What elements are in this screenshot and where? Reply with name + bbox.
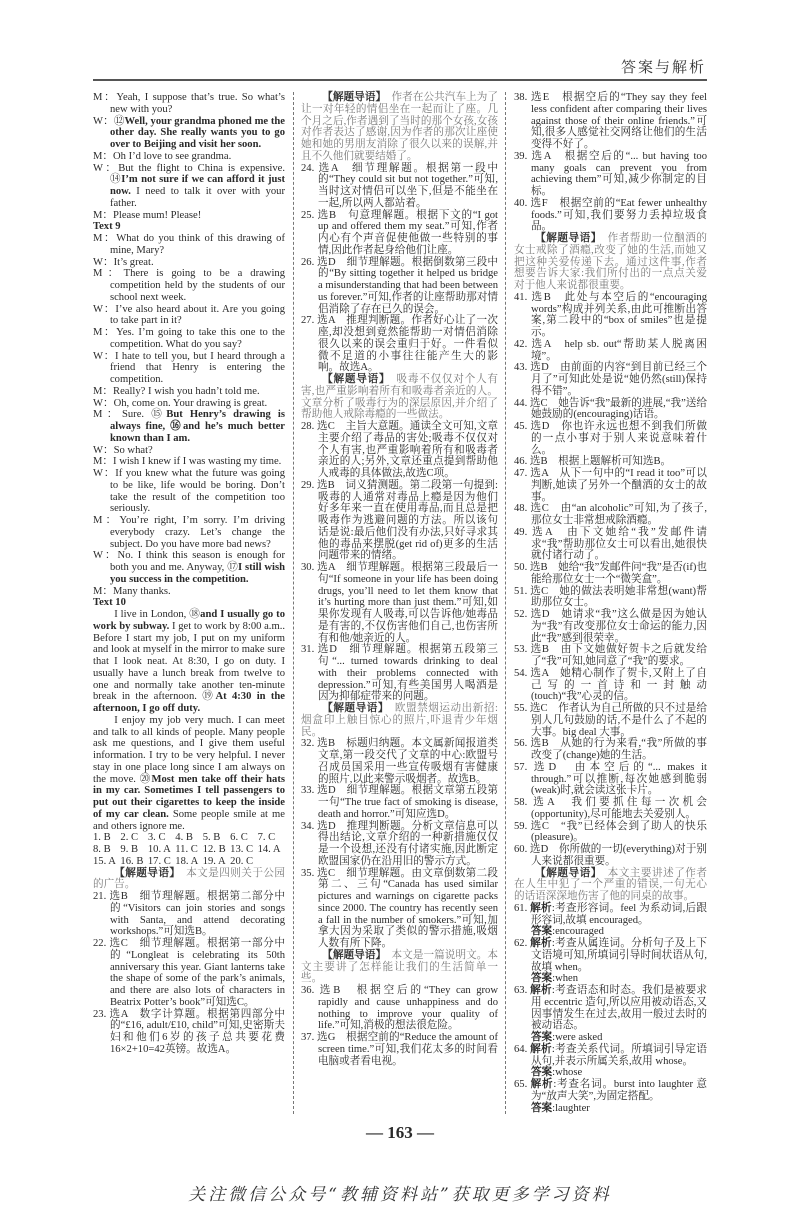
answer-key-item: 11. C <box>175 844 198 855</box>
dialogue-line <box>93 445 285 457</box>
text-span: 49. 选A 由下文她给“我”发邮件请求“我”帮助那位女士可以看出,她很快就付诸行动了。 <box>514 526 707 562</box>
text-span: W：I’ve also heard about it. Are you going to take part in it? <box>93 303 285 327</box>
text-span: 43. 选D 由前面的内容“到目前已经三个月了”可知此处是说“她仍然(still)保持得不错”。 <box>514 362 707 397</box>
text-span: 59. 选C “我”已经体会到了助人的快乐(pleasure)。 <box>514 820 707 844</box>
answer-explanation <box>301 257 498 316</box>
answer-explanation <box>514 797 707 821</box>
dialogue-line <box>93 268 285 303</box>
text-span: 36. 选B 根据空后的“They can grow rapidly and cause unhappiness and do nothing to improve your quality of life.”可知,消极的想法很危险。 <box>301 985 498 1032</box>
answer-explanation <box>514 844 707 868</box>
text-span: M：Sure. ⑮ <box>93 409 167 421</box>
column-right <box>505 92 707 1114</box>
text-span: 65. <box>514 1079 531 1090</box>
answer-explanation <box>514 362 707 397</box>
bold-text: 【解题导语】 <box>322 703 384 714</box>
text-span: 51. 选C 她的做法表明她非常想(want)帮助那位女士。 <box>514 585 707 609</box>
text-span: W：⑫ <box>93 115 125 127</box>
text-span: M：Please mum! Please! <box>93 209 202 221</box>
text-span: 53. 选B 由下文她做好贺卡之后就发给了“我”可知,她同意了“我”的要求。 <box>514 644 707 667</box>
text-span: 47. 选A 从下一句中的“I read it too”可以判断,她读了另外一个酗酒的女士的故事。 <box>514 468 707 503</box>
column-left <box>93 92 293 1114</box>
dialogue-line <box>93 233 285 257</box>
answer-explanation <box>514 468 707 503</box>
dialogue-line <box>93 398 285 410</box>
text-span: :考查从属连词。分析句子及上下文语境可知,所填词引导时间状语从句,故填 when。 <box>530 938 708 973</box>
text-span: 45. 选D 你也许永远也想不到我们所做的一点小事对于别人来说意味着什么。 <box>514 421 707 456</box>
dialogue-line <box>93 586 285 598</box>
text-span: 56. 选B 从她的行为来看,“我”所做的事改变了(change)她的生活。 <box>514 738 707 761</box>
answer-key-item: 6. C <box>230 832 248 844</box>
answer-explanation <box>301 480 498 562</box>
answer-key-item: 16. B <box>120 855 144 867</box>
guide-note <box>93 868 285 892</box>
answer-explanation <box>514 985 707 1032</box>
text-span: :laughter <box>552 1102 590 1114</box>
text-span: :were asked <box>552 1032 603 1043</box>
answer-explanation <box>514 151 707 198</box>
text-span: 44. 选C 她告诉“我”最新的进展,“我”送给她鼓励的(encouraging)话语。 <box>514 397 707 421</box>
answer-explanation <box>514 527 707 562</box>
text-span: W：I hate to tell you, but I heard through a friend that Henry is entering the competition. <box>93 350 285 385</box>
section-heading <box>93 597 285 609</box>
bold-text: and I usually go to work by subway. <box>93 609 285 632</box>
answer-explanation <box>514 609 707 644</box>
dialogue-line <box>93 257 285 269</box>
bold-text: 解析 <box>530 985 552 996</box>
answer-explanation <box>514 92 707 151</box>
dialogue-line <box>93 550 285 585</box>
text-span: M：Yes. I’m going to take this one to the competition. What do you say? <box>93 327 285 350</box>
answer-explanation <box>514 821 707 845</box>
text-span: W：It’s great. <box>93 256 154 268</box>
text-span: W：If you knew what the future was going to be like, life would be boring. Don’t take the result of the competition too seriously. <box>93 468 285 515</box>
text-span: 22. 选C 细节理解题。根据第一部分中的“Longleat is celebrating its 50th anniversary this year. Giant lanterns take the shape of some of the park’s animals, and there are also lots of characters in Beatrix Potter’s book”可知选C。 <box>93 938 285 1008</box>
text-span: 25. 选B 句意理解题。根据下文的“I got up and offered them my seat.”可知,作者内心有个声音促使他做一些特别的事情,因此作者起身给他们让座。 <box>301 209 498 256</box>
text-span: Text 9 <box>93 221 121 233</box>
answer-key <box>514 1032 707 1044</box>
answer-explanation <box>93 891 285 938</box>
answer-key-grid <box>93 832 285 867</box>
answer-explanation <box>514 562 707 586</box>
page-number: — 163 — <box>366 1123 434 1143</box>
text-span: W：So what? <box>93 444 153 456</box>
text-span: 欧盟禁烟运动出新招:烟盒印上触目惊心的照片,吓退青少年烟民。 <box>301 703 498 738</box>
text-span: :考查形容词。feel 为系动词,后跟形容词,故填 encouraged。 <box>530 902 708 926</box>
columns <box>93 92 707 1114</box>
text-span: 63. <box>514 985 531 996</box>
answer-key-item: 9. B <box>120 844 139 855</box>
answer-key-item: 15. A <box>93 855 116 867</box>
text-span: I need to talk it over with your father. <box>109 186 285 209</box>
answer-explanation <box>514 339 707 363</box>
dialogue-line <box>93 163 285 210</box>
guide-note <box>301 92 498 163</box>
answer-explanation <box>514 503 707 527</box>
answer-key <box>514 926 707 938</box>
text-span: 50. 选B 她给“我”发邮件问“我”是否(if)也能给那位女士一个“微笑盒”。 <box>514 562 708 585</box>
bold-text: I still wish you success in the competition. <box>109 562 285 585</box>
answer-explanation <box>514 703 707 738</box>
answer-explanation <box>514 421 707 456</box>
answer-key-item: 7. C <box>257 832 276 844</box>
bold-text: 解析 <box>530 1079 554 1090</box>
guide-note <box>514 868 707 903</box>
answer-key-item: 5. B <box>202 832 221 844</box>
text-span: M：What do you think of this drawing of mine, Mary? <box>93 233 285 256</box>
answer-key-item: 2. C <box>120 832 139 844</box>
answer-explanation <box>301 562 498 644</box>
bold-text: 【解题导语】 <box>535 867 597 879</box>
text-span: :考查名词。burst into laughter 意为“放声大笑”,为固定搭配。 <box>530 1079 708 1102</box>
bold-text: Most men take off their hats in my car. Sometimes I tell passengers to put out their cigarettes to keep the inside of my car clean. <box>93 773 285 820</box>
paragraph <box>93 715 285 833</box>
dialogue-line <box>93 386 285 398</box>
text-span: M：There is going to be a drawing competition held by the students of our school next week. <box>93 268 285 303</box>
answer-explanation <box>301 315 498 374</box>
answer-explanation <box>301 985 498 1032</box>
text-span: :when <box>552 973 579 985</box>
page-header <box>0 0 800 92</box>
answer-explanation <box>514 938 707 973</box>
footer-watermark: 关注微信公众号“教辅资料站”获取更多学习资料 <box>188 1185 612 1206</box>
answer-explanation <box>514 762 707 797</box>
dialogue-line <box>93 351 285 386</box>
answer-explanation <box>301 210 498 257</box>
answer-explanation <box>301 738 498 785</box>
text-span: 48. 选C 由“an alcoholic”可知,为了孩子,那位女士非常想戒除酒瘾。 <box>514 503 707 526</box>
text-span: W：Oh, come on. Your drawing is great. <box>93 397 268 409</box>
text-span: I enjoy my job very much. I can meet and talk to all kinds of people. Many people ask me questions, and I give them useful information. I try to be very helpful. I never stay in one place long since I am always on the move. ⑳ <box>93 714 285 785</box>
text-span: W：No. I think this season is enough for both you and me. Anyway, ⑰ <box>93 550 285 573</box>
answer-key-item: 17. C <box>147 855 171 867</box>
answer-explanation <box>514 198 707 233</box>
paragraph <box>93 609 285 715</box>
text-span: 46. 选B 根据上题解析可知选B。 <box>514 456 672 468</box>
text-span: 30. 选A 细节理解题。根据第三段最后一句“If someone in your life has been doing drugs, you’ll need to let them know that it’s hurting more than just them.”可知,如果你发现有人吸毒,可以告诉他/她毒品是有害的,不仅伤害他们自己,也伤害所有和他/她亲近的人。 <box>301 562 498 644</box>
answer-explanation <box>301 644 498 703</box>
dialogue-line <box>93 468 285 515</box>
answer-explanation <box>514 738 707 762</box>
text-span: 32. 选B 标题归纳题。本文属新闻报道类文章,第一段交代了文章的中心:欧盟号召成员国采用一些宣传吸烟有害健康的照片,以此来警示吸烟者。故选B。 <box>301 738 498 785</box>
dialogue-line <box>93 515 285 550</box>
dialogue-line <box>93 116 285 151</box>
text-span: I get to work by 8:00 a.m.. Before I start my job, I put on my uniform and look at myself in the mirror to make sure that I look neat. At 8:30, I go on duty. I usually have a lunch break from twelve to one and normally take another ten-minute break in the afternoon. ⑲ <box>93 620 285 703</box>
text-span: 21. 选B 细节理解题。根据第二部分中的“Visitors can join stories and songs with Santa, and attend decorating workshops.”可知选B。 <box>93 891 285 938</box>
text-span: W：But the flight to China is expensive. ⑭ <box>93 162 285 186</box>
answer-explanation <box>514 903 707 927</box>
section-title: 答案与解析 <box>620 58 706 76</box>
text-span: M：You’re right, I’m sorry. I’m driving everybody crazy. Let’s change the subject. Do you have more bad news? <box>93 515 285 550</box>
answer-explanation <box>514 668 707 703</box>
answer-key-item: 1. B <box>93 832 111 844</box>
bold-text: Well, your grandma phoned me the other day. She really wants you to go over to Beijing and visit her soon. <box>109 115 285 150</box>
text-span: Some people smile at me and others ignore me. <box>93 808 285 832</box>
dialogue-line <box>93 409 285 444</box>
answer-key-item: 18. A <box>175 855 199 867</box>
text-span: :whose <box>552 1067 583 1079</box>
text-span: 40. 选F 根据空前的“Eat fewer unhealthy foods.”可知,我们要努力丢掉垃圾食品。 <box>514 197 707 233</box>
answer-explanation <box>514 644 707 668</box>
text-span: 60. 选D 你所做的一切(everything)对于别人来说都很重要。 <box>514 844 707 867</box>
text-span: 作者在公共汽车上为了让一对年轻的情侣坐在一起而让了座。几个月之后,作者遇到了当时的那个女孩,女孩对作者表达了感谢,因为作者的那次让座使她和她的男朋友消除了很久以来的误解,并且不久他们就要结婚了。 <box>301 92 499 162</box>
text-span: Text 10 <box>93 597 126 609</box>
text-span: 62. <box>514 938 531 949</box>
answer-key <box>514 1103 707 1115</box>
answer-key-item: 14. A <box>257 844 281 855</box>
text-span: 本文是四则关于公园的广告。 <box>93 867 285 891</box>
answer-explanation <box>301 1032 498 1067</box>
answer-key-item: 12. B <box>202 844 226 855</box>
dialogue-line <box>93 92 285 116</box>
answer-explanation <box>301 163 498 210</box>
answer-explanation <box>93 938 285 1009</box>
text-span: M：Oh I’d love to see grandma. <box>93 150 232 162</box>
bold-text: I’m not sure if we can afford it just now. <box>109 174 286 197</box>
bold-text: 解析 <box>530 902 552 914</box>
bold-text: At 4:30 in the afternoon, I go off duty. <box>93 691 285 714</box>
answer-key-item: 4. B <box>175 832 193 844</box>
bold-text: 答案 <box>530 1067 553 1079</box>
bold-text: 【解题导语】 <box>535 233 597 244</box>
dialogue-line <box>93 210 285 222</box>
text-span: M：Yeah, I suppose that’s true. So what’s new with you? <box>93 92 285 115</box>
bold-text: 答案 <box>530 926 553 938</box>
answer-key-item: 10. A <box>147 844 171 855</box>
answer-explanation <box>301 421 498 480</box>
answer-explanation <box>301 785 498 820</box>
answer-key-item: 3. C <box>147 832 166 844</box>
text-span: 41. 选B 此处与本空后的“encouraging words”构成并列关系,由此可推断出答案,第二段中的“box of smiles”也是提示。 <box>514 291 707 338</box>
text-span: 39. 选A 根据空后的“... but having too many goals can prevent you from achieving them”可知,减少你制定的目标。 <box>514 150 707 197</box>
dialogue-line <box>93 304 285 328</box>
text-span: :考查语态和时态。我们是被要求用 eccentric 造句,所以应用被动语态,又因事情发生在过去,故用一般过去时的被动语态。 <box>530 985 708 1032</box>
text-span: 35. 选C 细节理解题。由文章倒数第二段第二、三句“Canada has used similar pictures and warnings on cigarette packs since 2000. The country has recently seen a fall in the number of smokers.”可知,加拿大因为采取了类似的警示措施,吸烟人数有所下降。 <box>301 867 498 949</box>
dialogue-line <box>93 456 285 468</box>
answer-explanation <box>514 398 707 422</box>
text-span: 吸毒不仅仅对个人有害,也严重影响着所有和吸毒者亲近的人。文章分析了吸毒行为的深层原因,并介绍了帮助他人戒除毒瘾的一些做法。 <box>301 374 498 421</box>
text-span: 23. 选A 数字计算题。根据第四部分中的“£16, adult/£10, child”可知,史密斯夫妇和他们6岁的孩子总共要花费16×2+10=42英镑。故选A。 <box>93 1008 285 1055</box>
answer-explanation <box>93 1009 285 1056</box>
text-span: M：Many thanks. <box>93 585 171 597</box>
bold-text: 答案 <box>530 1102 553 1114</box>
guide-note <box>301 950 498 985</box>
answer-explanation <box>514 586 707 610</box>
text-span: 31. 选D 细节理解题。根据第五段第三句“... turned towards drinking to deal with their problems connected with depression.”可知,有些美国男人喝酒是因为抑郁症带来的问题。 <box>301 644 498 703</box>
text-span: 55. 选C 作者认为自己所做的只不过是给别人几句鼓励的话,不是什么了不起的大事。big deal 大事。 <box>514 703 707 738</box>
answer-key-item: 19. A <box>202 855 226 867</box>
text-span: 28. 选C 主旨大意题。通读全文可知,文章主要介绍了毒品的害处;吸毒不仅仅对个人有害,也严重影响着所有和吸毒者亲近的人;另外,文章还重点提到帮助他人戒毒的具体做法,故选C项。 <box>301 421 498 479</box>
bold-text: 答案 <box>530 1032 553 1043</box>
bold-text: 【解题导语】 <box>322 374 386 385</box>
bold-text: 答案 <box>530 973 553 985</box>
answer-key-item: 20. C <box>230 855 254 867</box>
answer-explanation <box>301 868 498 950</box>
answer-explanation <box>514 292 707 339</box>
header-rule <box>93 79 707 81</box>
guide-note <box>301 374 498 421</box>
text-span: 27. 选A 推理判断题。作者好心让了一次座,却没想到竟然能帮助一对情侣消除很久以来的误会重归于好。一件看似微不足道的小事往往能产生大的影响。故选A。 <box>301 315 498 374</box>
bold-text: 解析 <box>530 1043 552 1055</box>
text-span: M：Really? I wish you hadn’t told me. <box>93 385 260 397</box>
text-span: 57. 选D 由本空后的“... makes it through.”可以推断,每次她感到脆弱(weak)时,就会读这张卡片。 <box>514 761 707 797</box>
text-span: 本文主要讲述了作者在人生中犯了一个严重的错误,一句无心的话语深深地伤害了他的同桌的故事。 <box>514 867 708 902</box>
text-span: 52. 选D 她请求“我”这么做是因为她认为“我”有改变那位女士命运的能力,因此“我”感到很荣幸。 <box>514 609 707 644</box>
text-span: M：I wish I knew if I was wasting my time. <box>93 456 282 468</box>
text-span: 作者帮助一位酗酒的女士戒除了酒瘾,改变了她的生活,而她又把这种关爱传递下去。通过这件事,作者想要告诉大家:我们所付出的一点点关爱对于他人来说都很重要。 <box>514 233 708 291</box>
answer-key <box>514 1067 707 1079</box>
text-span: :encouraged <box>552 926 604 938</box>
text-span: 54. 选A 她精心制作了贺卡,又附上了自己写的一首诗和一封触动(touch)“我”心灵的信。 <box>514 667 707 703</box>
text-span: 24. 选A 细节理解题。根据第一段中的“They could sit but not together.”可知,当时这对情侣可以坐下,但是不能坐在一起,所以两人都站着。 <box>301 162 498 209</box>
answer-explanation <box>514 1079 707 1103</box>
text-span: 58. 选A 我们要抓住每一次机会(opportunity),尽可能地去关爱别人。 <box>514 797 707 820</box>
bold-text: 【解题导语】 <box>322 92 381 103</box>
column-middle <box>293 92 505 1114</box>
text-span: 本文是一篇说明文。本文主要讲了怎样能让我们的生活简单一些。 <box>301 949 499 985</box>
text-span: I live in London, ⑱ <box>114 609 201 620</box>
text-span: 42. 选A help sb. out“帮助某人脱离困境”。 <box>514 338 707 362</box>
answer-key <box>514 973 707 985</box>
text-span: 61. <box>514 902 531 914</box>
text-span: 29. 选B 词义猜测题。第二段第一句提到:吸毒的人通常对毒品上瘾是因为他们好多年来一直在使用毒品,而且总是把吸毒作为逃避问题的方法。所以该句话是说:最后他们没有办法,只好寻求其他的毒品来摆脱(get rid of)更多的生活问题带来的情绪。 <box>301 479 498 562</box>
section-heading <box>93 221 285 233</box>
text-span: 33. 选D 细节理解题。根据文章第五段第一句“The true fact of smoking is disease, death and horror.”可知应选D。 <box>301 785 498 820</box>
dialogue-line <box>93 327 285 351</box>
answer-explanation <box>301 821 498 868</box>
bold-text: 【解题导语】 <box>322 949 381 961</box>
answer-key-item: 8. B <box>93 844 111 855</box>
guide-note <box>301 703 498 738</box>
bold-text: But Henry’s drawing is always fine, ⑯and he’s much better known than I am. <box>109 409 286 444</box>
bold-text: 【解题导语】 <box>114 867 176 879</box>
guide-note <box>514 233 707 292</box>
text-span: 38. 选E 根据空后的“They say they feel less confident after comparing their lives against those of their online friends.”可知,很多人感觉社交网络让他们的生活变得不好了。 <box>514 92 707 150</box>
text-span: 64. <box>514 1043 531 1055</box>
answer-key-item: 13. C <box>230 844 254 855</box>
answer-explanation <box>514 456 707 468</box>
dialogue-line <box>93 151 285 163</box>
text-span: :考查关系代词。所填词引导定语从句,并表示所属关系,故用 whose。 <box>530 1043 708 1067</box>
bold-text: 解析 <box>530 938 552 949</box>
text-span: 26. 选D 细节理解题。根据倒数第三段中的“By sitting together it helped us bridge a misunderstanding that had been between us forever.”可知,作者的让座帮助那对情侣消除了存在已久的误会。 <box>301 256 498 315</box>
text-span: 37. 选G 根据空前的“Reduce the amount of screen time.”可知,我们花太多的时间看电脑或者看电视。 <box>301 1032 498 1067</box>
answer-explanation <box>514 1044 707 1068</box>
text-span: 34. 选D 推理判断题。分析文章信息可以得出结论,文章介绍的一种新措施仅仅是一个设想,还没有付诸实施,因此断定欧盟国家仍在沿用旧的警示方式。 <box>301 820 498 867</box>
